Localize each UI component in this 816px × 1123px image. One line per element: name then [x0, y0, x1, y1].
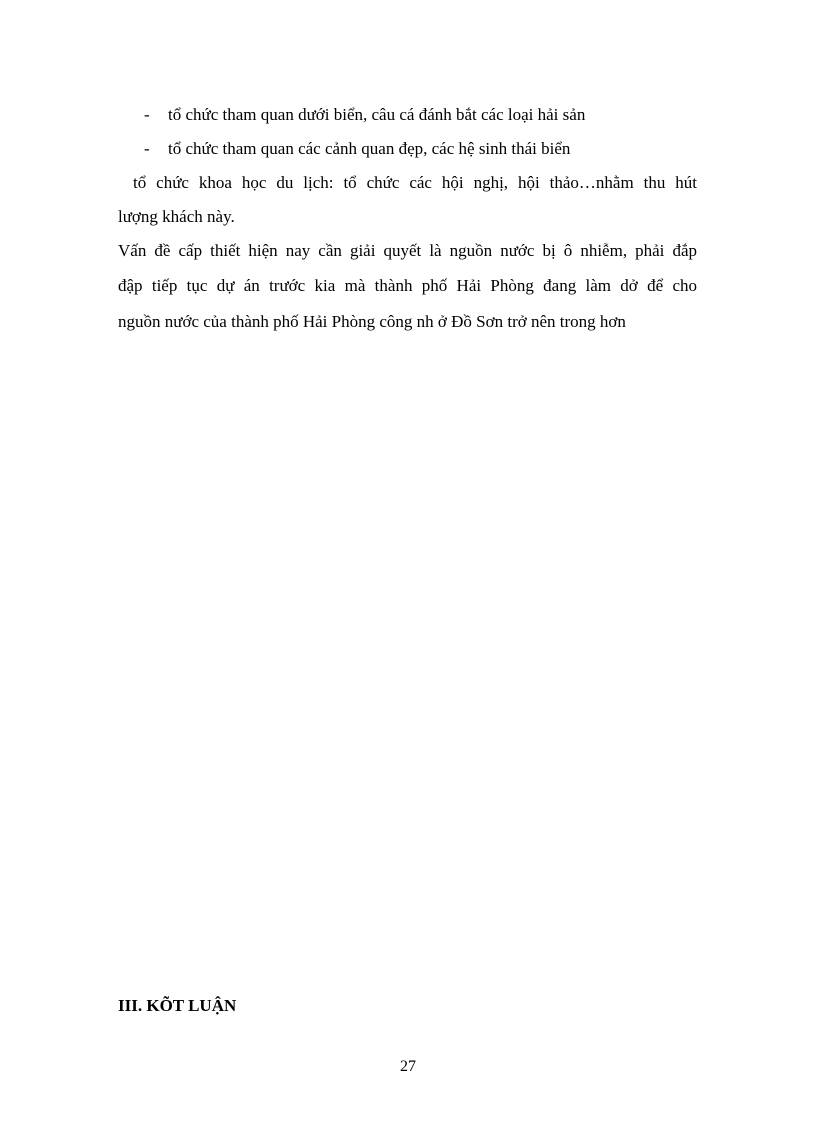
bullet-item-text: tổ chức tham quan các cảnh quan đẹp, các hệ sinh thái biển	[168, 139, 571, 158]
paragraph-line: nguồn nước của thành phố Hải Phòng công nh ở Đồ Sơn trở nên trong hơn	[118, 312, 626, 331]
page-number: 27	[400, 1058, 416, 1075]
section-heading: III. KÕT LUẬN	[118, 996, 237, 1015]
bullet-marker: -	[144, 139, 150, 158]
paragraph-line: lượng khách này.	[118, 207, 235, 226]
paragraph-line: đập tiếp tục dự án trước kia mà thành phố Hải Phòng đang làm dở để cho	[118, 276, 697, 295]
paragraph-line: tổ chức khoa học du lịch: tổ chức các hội nghị, hội thảo…nhằm thu hút	[133, 173, 697, 192]
bullet-item-text: tổ chức tham quan dưới biển, câu cá đánh bắt các loại hải sản	[168, 105, 586, 124]
paragraph-line: Vấn đề cấp thiết hiện nay cần giải quyết là nguồn nước bị ô nhiễm, phải đắp	[118, 241, 697, 260]
bullet-marker: -	[144, 105, 150, 124]
